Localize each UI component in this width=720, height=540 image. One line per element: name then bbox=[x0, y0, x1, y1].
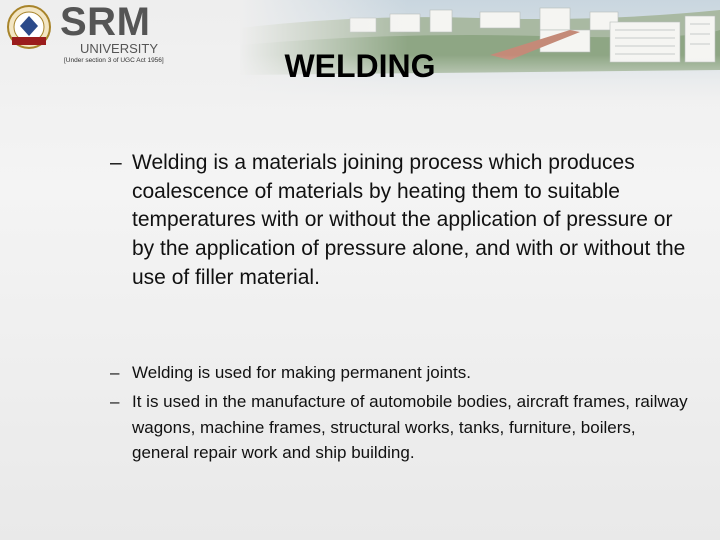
bullet-text: Welding is a materials joining process which produces coalescence of materials by heating them to suitable temperatures with or without the application of pressure or by the application of pressure alone, and with or without the use of filler material. bbox=[132, 151, 686, 289]
bullet-text: It is used in the manufacture of automobile bodies, aircraft frames, railway wagons, machine frames, structural works, tanks, furniture, boilers, general repair work and ship building. bbox=[132, 392, 688, 462]
university-crest-icon bbox=[6, 4, 52, 50]
slide-title: WELDING bbox=[284, 48, 436, 84]
bullet-text: Welding is used for making permanent joints. bbox=[132, 363, 471, 382]
logo-note: [Under section 3 of UGC Act 1956] bbox=[64, 57, 164, 64]
bullet-marker: – bbox=[110, 363, 120, 382]
bullet-marker: – bbox=[110, 151, 122, 174]
bullet-marker: – bbox=[110, 392, 120, 411]
logo-text: SRM bbox=[60, 0, 151, 44]
logo-subtext: UNIVERSITY bbox=[80, 41, 159, 56]
